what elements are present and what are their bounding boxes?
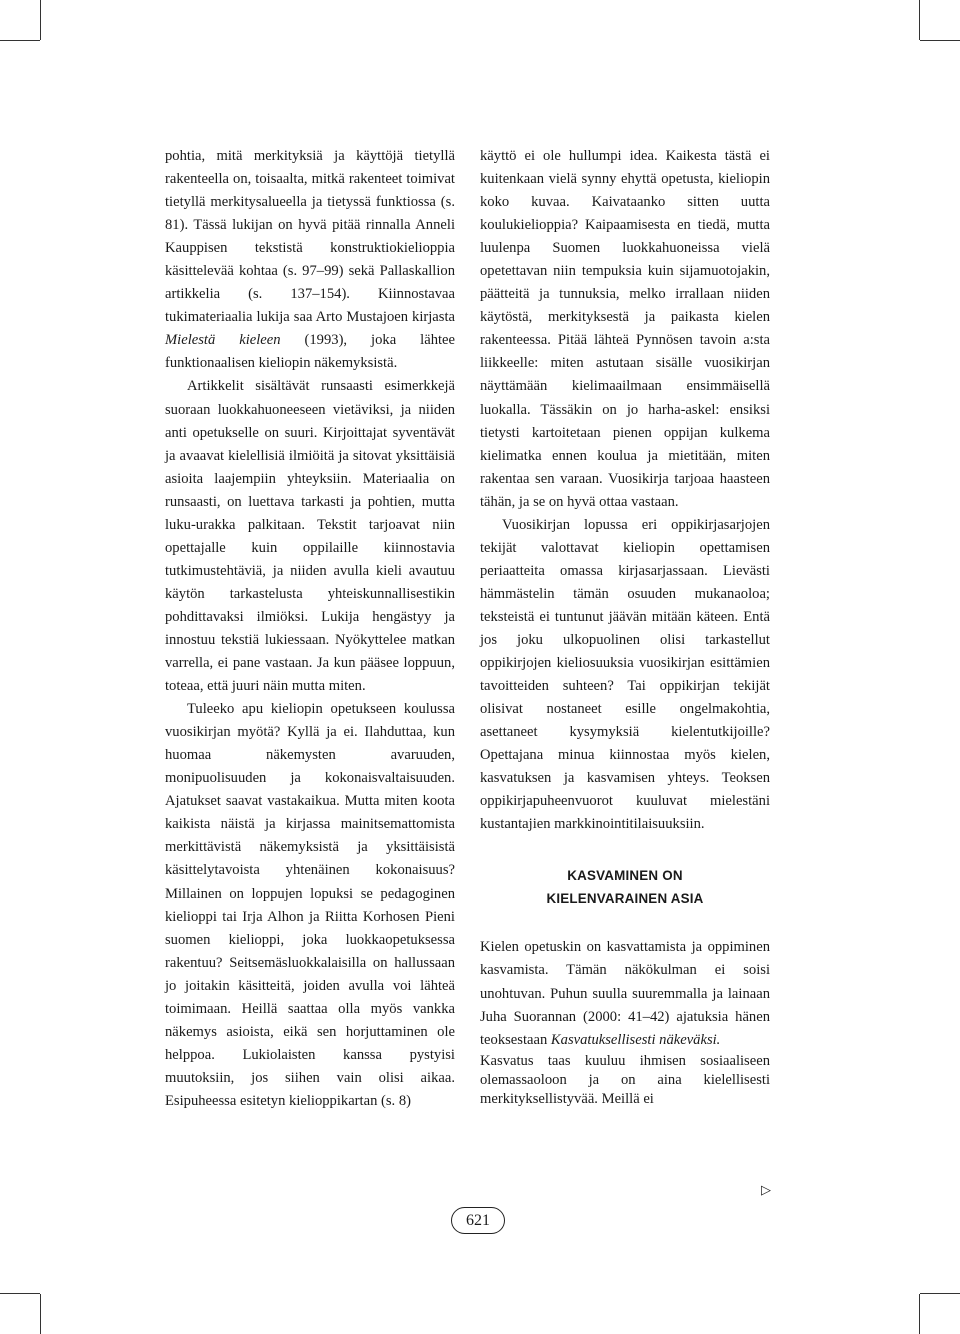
- book-title-kasvatuksellisesti-nakevaksi: Kasvatuksellisesti näkeväksi.: [550, 1031, 721, 1048]
- continue-arrow-icon: ▷: [761, 1183, 771, 1198]
- crop-mark-top-left-h: [0, 40, 40, 41]
- crop-mark-bottom-right: [919, 1294, 920, 1334]
- block-quote: Kasvatus taas kuuluu ihmisen sosiaaliseen olemassaoloon ja on aina kielellisesti merkityksellistyvää. Meillä ei: [480, 1052, 770, 1107]
- left-p1-text: pohtia, mitä merkityksiä ja käyttöjä tietyllä rakenteella on, toisaalta, mitkä rakenteet toimivat tietyllä merkitysalueella ja tietyssä funktiossa (s. 81). Tässä lukijan on hyvä pitää rinnalla Anneli Kauppisen tekstistä konstruktiokielioppia käsittelevää kohtaa (s. 97–99) sekä Pallaskallion artikkelia (s. 137–154). Kiinnostavaa tukimateriaalia lukija saa Arto Mustajoen kirjasta: [165, 148, 455, 326]
- crop-mark-top-right: [919, 0, 920, 40]
- crop-mark-top-right-h: [920, 40, 960, 41]
- section-heading-line-1: KASVAMINEN ON: [567, 868, 683, 884]
- page-number: 621: [451, 1207, 505, 1234]
- left-paragraph-3: Tuleeko apu kieliopin opetukseen koulussa vuosikirjan myötä? Kyllä ja ei. Ilahduttaa, kun huomaa näkemysten avaruuden, monipuolisuuden ja kokonaisvaltaisuuden. Ajatukset saavat vastakaikua. Mutta miten koota kaikista näistä ja kirjassa mainitsemattomista merkittävistä näkemyksistä ja yksittäisistä käsittelytavoista yhtenäinen kokonaisuus? Millainen on loppujen lopuksi se pedagoginen kielioppi tai Irja Alhon ja Riitta Korhosen Pieni suomen kielioppi, joka luokkaopetuksessa rakentuu? Seitsemäsluokkalaisilla on hallussaan jo joitakin käsitteitä, joiden avulla voi lähteä toimimaan. Heillä saattaa olla myös vankka näkemys asioista, eikä sen horjuttaminen ole helppoa. Lukiolaisten kanssa pystyisi muutoksiin, jos siihen vain olisi aikaa. Esipuheessa esitetyn kielioppikartan (s. 8): [165, 701, 455, 1109]
- section-heading: [480, 864, 770, 910]
- left-paragraph-2: Artikkelit sisältävät runsaasti esimerkkejä suoraan luokkahuoneeseen vietäviksi, ja niiden anti opetukselle on suuri. Kirjoittajat syventävät ja avaavat kielellisiä ilmiöitä ja sitovat yksittäisiä asioita laajempiin yhteyksiin. Materiaalia on runsaasti, on luettava tarkasti ja pohtien, mutta luku-urakka palkitaan. Tekstit tarjoavat niin opettajalle kuin oppilaille kiinnostavia tutkimustehtäviä, ja niiden avulla kieli avautuu käytön tarkastelusta yhteiskunnallisestikin pohdittavaksi ilmiöksi. Lukija hengästyy ja innostuu tekstiä lukiessaan. Nyökyttelee matkan varrella, ei pane vastaan. Ja kun pääsee loppuun, toteaa, että juuri näin mutta miten.: [165, 378, 455, 695]
- left-column: [165, 145, 455, 1113]
- crop-mark-top-left: [40, 0, 41, 40]
- crop-mark-bottom-left: [40, 1294, 41, 1334]
- crop-mark-bottom-left-h: [0, 1293, 40, 1294]
- right-paragraph-1: käyttö ei ole hullumpi idea. Kaikesta tästä ei kuitenkaan vielä synny ehyttä opetusta, kieliopin koko kuvaa. Kaivataanko sitten uutta koulukielioppia? Kaipaamisesta en tiedä, mutta luulenpa Suomen luokkahuoneissa vielä opetettavan niin tempuksia kuin sijamuotojakin, päätteitä ja tunnuksia, melko irrallaan niiden käytöstä, merkityksestä ja paikasta kielen rakenteessa. Pitää lähteä Pynnösen tavoin a:sta liikkeelle: miten astutaan sisälle vuosikirjan näyttämään kielimaailmaan ensimmäisellä luokalla. Tässäkin on jo harha-askel: ensiksi tietysti kartoitetaan pienen oppijan kulkema kielimatka ennen koulua ja mietitään, miten rakentaa sen varaan. Vuosikirja tarjoaa haasteen tähän, ja se on hyvä ottaa vastaan.: [480, 148, 770, 510]
- right-paragraph-3: [480, 936, 770, 1051]
- right-column: [480, 145, 770, 1109]
- book-title-mielesta-kieleen: Mielestä kieleen: [165, 332, 281, 349]
- section-heading-line-2: KIELENVARAINEN ASIA: [546, 891, 704, 907]
- crop-mark-bottom-right-h: [920, 1293, 960, 1294]
- right-paragraph-2: Vuosikirjan lopussa eri oppikirjasarjojen tekijät valottavat kieliopin opettamisen periaatteita omassa kirjasarjassaan. Lievästi hämmästelin tämän osuuden mukanaoloa; teksteistä ei tuntunut jäävän mitään käteen. Entä jos joku ulkopuolinen olisi tarkastellut oppikirjojen kieliosuuksia vuosikirjan esittämien tavoitteiden suhteen? Tai oppikirjan tekijät olisivat nostaneet esille ongelmakohtia, asettaneet kysymyksiä kielentutkijoille? Opettajana minua kiinnostaa myös kielen, kasvatuksen ja kasvamisen yhteys. Teoksen oppikirjapuheenvuorot kuuluvat mielestäni kustantajien markkinointitilaisuuksiin.: [480, 516, 770, 833]
- left-p1-text-end: (1993), joka lähtee funktionaalisen kieliopin näkemyksistä.: [165, 332, 455, 372]
- right-p3-text: Kielen opetuskin on kasvattamista ja oppiminen kasvamista. Tämän näkökulman ei soisi unohtuvan. Puhun suulla suuremmalla ja lainaan Juha Suorannan (2000: 41–42) ajatuksia hänen teoksestaan: [480, 939, 770, 1048]
- left-paragraph-1: [165, 145, 455, 375]
